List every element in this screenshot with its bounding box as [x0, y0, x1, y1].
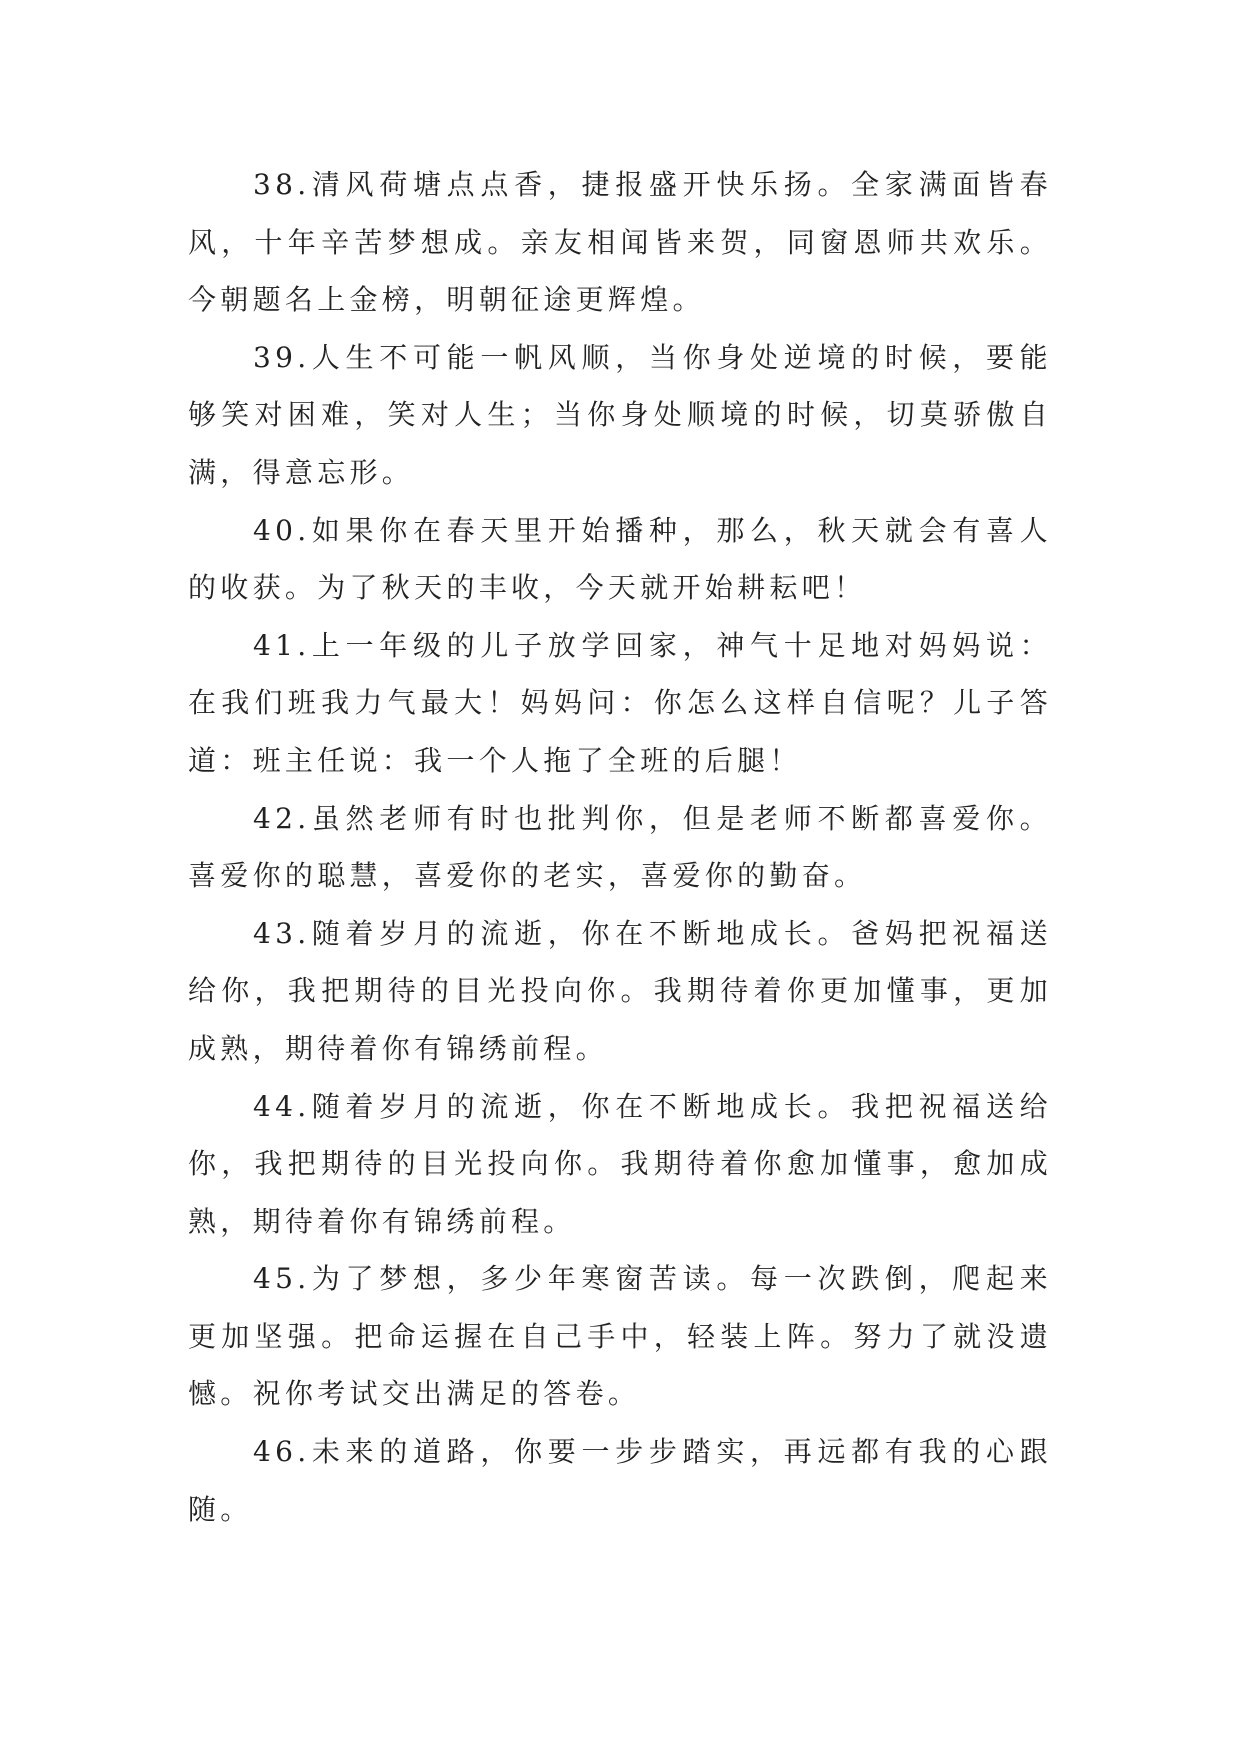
paragraph-38: 38.清风荷塘点点香，捷报盛开快乐扬。全家满面皆春风，十年辛苦梦想成。亲友相闻皆来贺，同窗恩师共欢乐。今朝题名上金榜，明朝征途更辉煌。 — [188, 168, 1052, 317]
paragraph-46: 46.未来的道路，你要一步步踏实，再远都有我的心跟随。 — [188, 1435, 1052, 1526]
paragraph-39: 39.人生不可能一帆风顺，当你身处逆境的时候，要能够笑对困难，笑对人生；当你身处顺境的时候，切莫骄傲自满，得意忘形。 — [188, 340, 1052, 489]
paragraph-44: 44.随着岁月的流逝，你在不断地成长。我把祝福送给你，我把期待的目光投向你。我期待着你愈加懂事，愈加成熟，期待着你有锦绣前程。 — [188, 1089, 1052, 1238]
paragraph-40: 40.如果你在春天里开始播种，那么，秋天就会有喜人的收获。为了秋天的丰收，今天就开始耕耘吧！ — [188, 513, 1052, 605]
paragraph-45: 45.为了梦想，多少年寒窗苦读。每一次跌倒，爬起来更加坚强。把命运握在自己手中，轻装上阵。努力了就没遗憾。祝你考试交出满足的答卷。 — [188, 1262, 1052, 1411]
paragraph-43: 43.随着岁月的流逝，你在不断地成长。爸妈把祝福送给你，我把期待的目光投向你。我期待着你更加懂事，更加成熟，期待着你有锦绣前程。 — [188, 916, 1052, 1065]
document-body — [188, 156, 1052, 1538]
paragraph-42: 42.虽然老师有时也批判你，但是老师不断都喜爱你。喜爱你的聪慧，喜爱你的老实，喜爱你的勤奋。 — [188, 801, 1052, 893]
paragraph-41: 41.上一年级的儿子放学回家，神气十足地对妈妈说：在我们班我力气最大！妈妈问：你怎么这样自信呢？儿子答道：班主任说：我一个人拖了全班的后腿！ — [188, 628, 1052, 777]
